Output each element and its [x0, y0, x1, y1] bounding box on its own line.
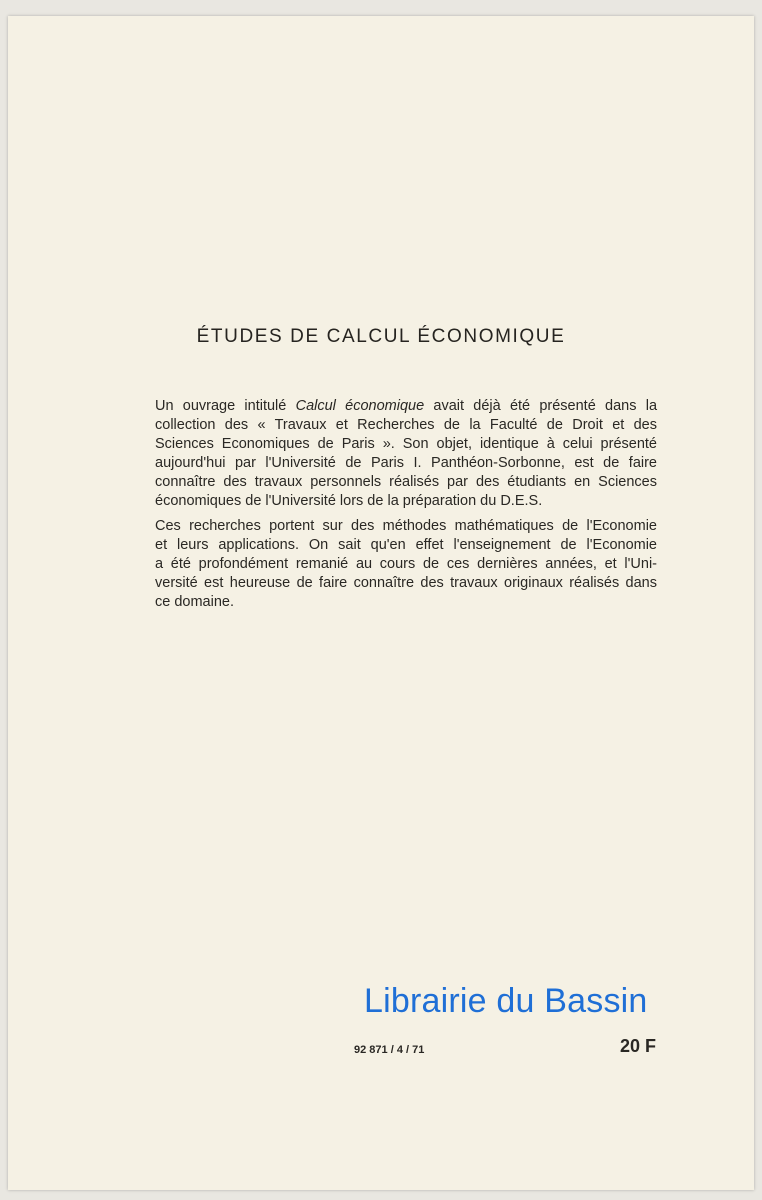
- price-label: 20 F: [620, 1036, 657, 1056]
- paragraph-line: collection des « Travaux et Recherches de la Faculté de Droit et des: [155, 417, 657, 433]
- paragraph-line: Ces recherches portent sur des méthodes mathématiques de l'Economie: [155, 518, 657, 534]
- catalog-code: 92 871 / 4 / 71: [354, 1044, 425, 1056]
- book-title-italic: Calcul économique: [295, 398, 425, 414]
- paragraph-line: et leurs applications. On sait qu'en effet l'enseignement de l'Economie: [155, 537, 657, 553]
- paragraph-line: ce domaine.: [155, 594, 234, 610]
- cover-title: ÉTUDES DE CALCUL ÉCONOMIQUE: [196, 326, 566, 347]
- paragraph-line: versité est heureuse de faire connaître des travaux originaux réalisés dans: [155, 575, 657, 591]
- paragraph-line: aujourd'hui par l'Université de Paris I. Panthéon-Sorbonne, est de faire: [155, 455, 657, 471]
- paragraph-line: connaître des travaux personnels réalisés par des étudiants en Sciences: [155, 474, 657, 490]
- paragraph-line: [155, 397, 657, 416]
- seller-watermark: Librairie du Bassin: [364, 982, 648, 1020]
- description-paragraph-2: [155, 517, 657, 612]
- paragraph-line: a été profondément remanié au cours de ces dernières années, et l'Uni-: [155, 556, 657, 572]
- description-paragraph-1: [155, 397, 657, 511]
- line-text: avait déjà été présenté dans la: [424, 398, 658, 414]
- line-text: Un ouvrage intitulé: [155, 398, 296, 414]
- paragraph-line: économiques de l'Université lors de la préparation du D.E.S.: [155, 493, 543, 509]
- paragraph-line: Sciences Economiques de Paris ». Son objet, identique à celui présenté: [155, 436, 657, 452]
